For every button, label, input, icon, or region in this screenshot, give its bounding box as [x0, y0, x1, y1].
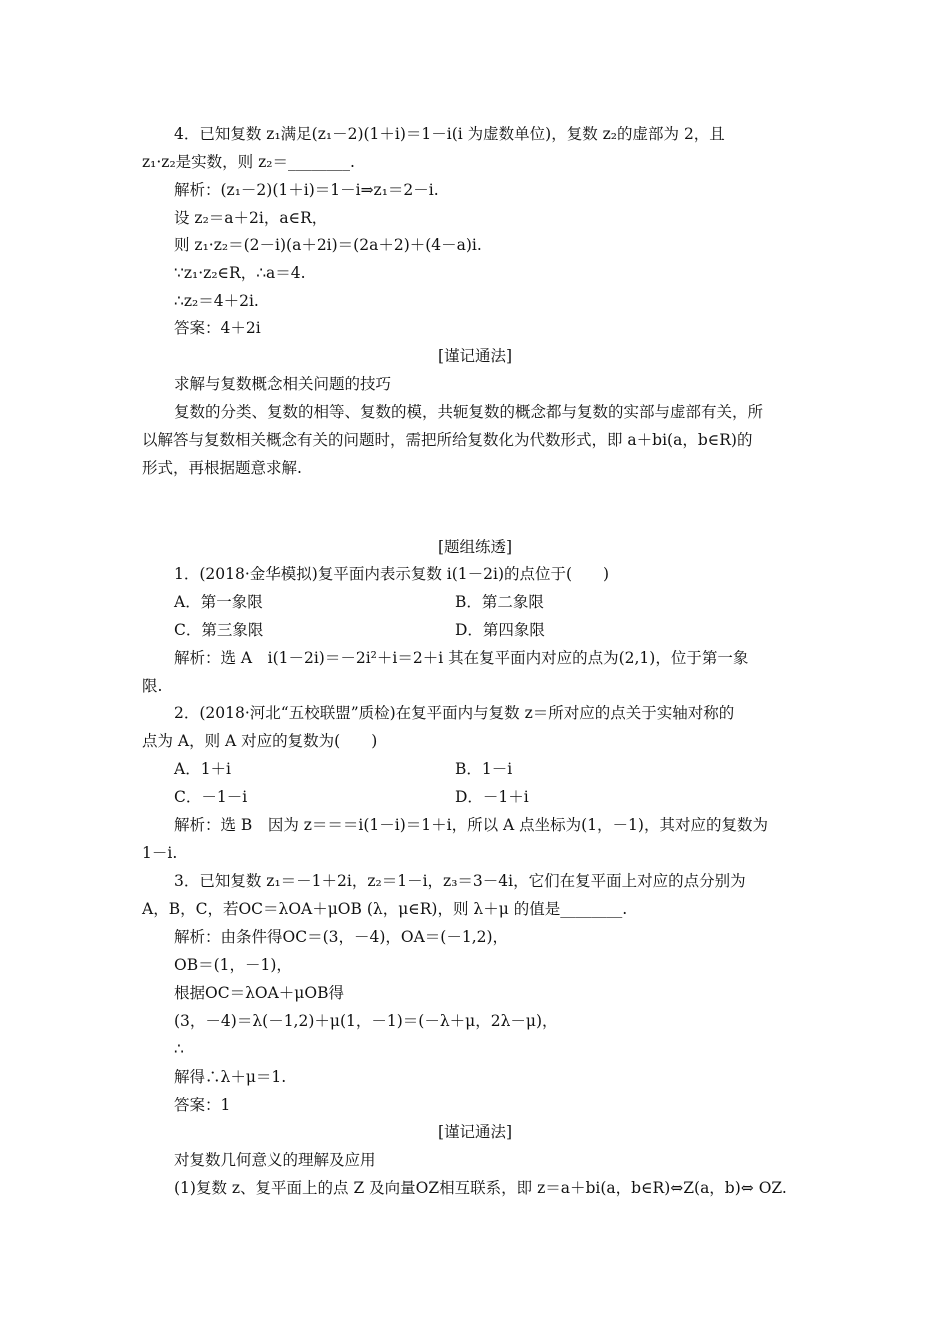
option-d: D．－1＋i	[455, 788, 529, 806]
option-a: A．第一象限	[174, 593, 263, 611]
solution-line: 解析：由条件得OC＝(3，－4)，OA＝(－1,2)，	[174, 928, 509, 946]
question-1-stem: 1．(2018·金华模拟)复平面内表示复数 i(1－2i)的点位于( )	[174, 565, 610, 583]
question-3-stem: 3．已知复数 z₁＝－1＋2i，z₂＝1－i，z₃＝3－4i，它们在复平面上对应的点分别为	[174, 872, 746, 890]
solution-line: 限.	[142, 677, 163, 695]
question-2-stem: 2．(2018·河北“五校联盟”质检)在复平面内与复数 z＝所对应的点关于实轴对称的	[174, 704, 735, 722]
section-heading: [谨记通法]	[437, 347, 513, 365]
solution-line: ∵z₁·z₂∈R，∴a＝4.	[174, 264, 306, 282]
option-c: C．第三象限	[174, 621, 264, 639]
solution-line: 根据OC＝λOA＋μOB得	[174, 984, 344, 1002]
solution-line: ∴z₂＝4＋2i.	[174, 292, 259, 310]
question-3-stem: A，B，C，若OC＝λOA＋μOB (λ，μ∈R)，则 λ＋μ 的值是________.	[142, 900, 628, 918]
tip-title: 对复数几何意义的理解及应用	[174, 1151, 376, 1169]
solution-line: 则 z₁·z₂＝(2－i)(a＋2i)＝(2a＋2)＋(4－a)i.	[174, 236, 482, 254]
tip-paragraph-line: 复数的分类、复数的相等、复数的模，共轭复数的概念都与复数的实部与虚部有关，所	[174, 403, 764, 421]
option-b: B．第二象限	[455, 593, 544, 611]
problem-4-line-1: 4．已知复数 z₁满足(z₁－2)(1＋i)＝1－i(i 为虚数单位)，复数 z₂的虚部为 2，且	[174, 125, 725, 143]
problem-4-line-2: z₁·z₂是实数，则 z₂＝________.	[142, 153, 355, 171]
solution-line: ∴	[174, 1040, 184, 1058]
tip-paragraph-line: (1)复数 z、复平面上的点 Z 及向量OZ相互联系，即 z＝a＋bi(a，b∈R)⇔Z(a，b)⇔ OZ.	[174, 1179, 787, 1197]
section-heading: [题组练透]	[437, 538, 513, 556]
solution-line: OB＝(1，－1)，	[174, 956, 292, 974]
option-a: A．1＋i	[174, 760, 232, 778]
question-2-stem: 点为 A，则 A 对应的复数为( )	[142, 732, 378, 750]
option-b: B．1－i	[455, 760, 513, 778]
section-heading: [谨记通法]	[437, 1123, 513, 1141]
solution-line: 解析：(z₁－2)(1＋i)＝1－i⇒z₁＝2－i.	[174, 181, 439, 199]
solution-line: 解得∴λ＋μ＝1.	[174, 1068, 287, 1086]
answer-line: 答案：1	[174, 1096, 231, 1114]
tip-paragraph-line: 以解答与复数相关概念有关的问题时，需把所给复数化为代数形式，即 a＋bi(a，b∈R)的	[142, 431, 753, 449]
solution-line: 解析：选 A i(1－2i)＝－2i²＋i＝2＋i 其在复平面内对应的点为(2,1)，位于第一象	[174, 649, 749, 667]
option-c: C．－1－i	[174, 788, 248, 806]
solution-line: (3，－4)＝λ(－1,2)＋μ(1，－1)＝(－λ＋μ，2λ－μ)，	[174, 1012, 558, 1030]
solution-line: 设 z₂＝a＋2i，a∈R，	[174, 209, 328, 227]
solution-line: 1－i.	[142, 844, 178, 862]
solution-line: 解析：选 B 因为 z＝＝＝i(1－i)＝1＋i，所以 A 点坐标为(1，－1)，其对应的复数为	[174, 816, 768, 834]
answer-line: 答案：4＋2i	[174, 319, 261, 337]
tip-title: 求解与复数概念相关问题的技巧	[174, 375, 392, 393]
option-d: D．第四象限	[455, 621, 545, 639]
tip-paragraph-line: 形式，再根据题意求解.	[142, 459, 302, 477]
